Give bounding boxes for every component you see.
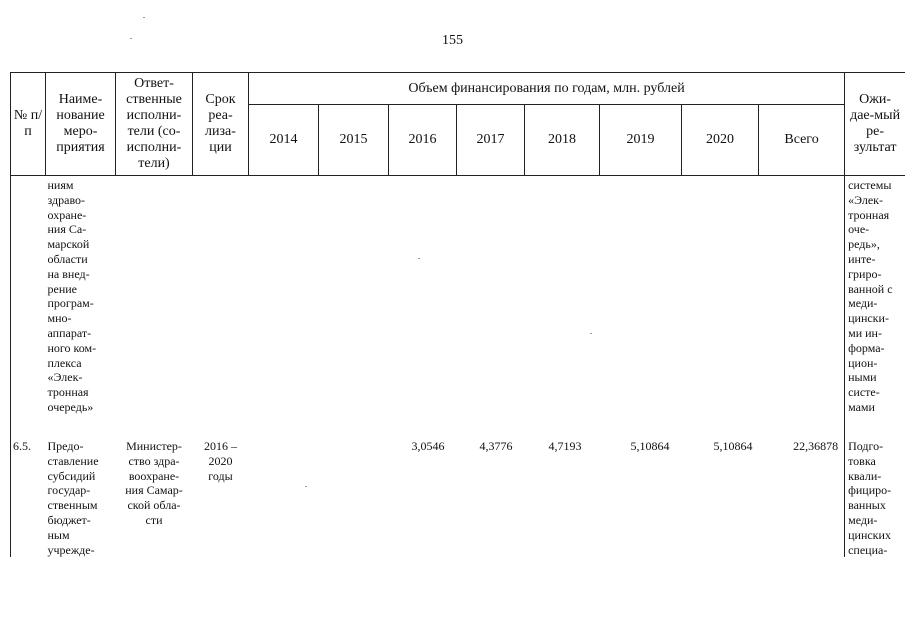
text-line: цинских <box>848 527 891 542</box>
row-6-5-value-total: 22,36878 <box>759 436 845 557</box>
row-6-5-value-2019: 5,10864 <box>630 439 670 453</box>
continued-result-text <box>848 178 903 415</box>
scan-speck <box>305 486 307 487</box>
text-line: учрежде- <box>47 542 95 557</box>
header-financing: Объем финансирования по годам, млн. рублей <box>249 73 845 105</box>
text-line: на внед- <box>47 266 90 281</box>
header-year-2018: 2018 <box>525 105 600 176</box>
text-line: ство здра- <box>128 453 180 468</box>
text-line: ми ин- <box>848 325 882 340</box>
header-year-2020: 2020 <box>682 105 759 176</box>
text-line: тронная <box>47 385 89 400</box>
row-6-5-value-2020: 5,10864 <box>713 439 753 453</box>
row-6-5-value-2016: 3,0546 <box>411 439 445 453</box>
text-line: области <box>47 251 88 266</box>
text-line: редь», <box>848 237 880 252</box>
text-line: ванной с <box>848 281 893 296</box>
text-line: субсидий <box>47 468 96 483</box>
row-6-5-value-2018: 4,7193 <box>548 439 582 453</box>
text-line: рение <box>47 281 77 296</box>
scan-speck <box>143 17 145 18</box>
text-line: аппарат- <box>47 325 92 340</box>
text-line: товка <box>848 453 876 468</box>
text-line: бюджет- <box>47 512 91 527</box>
text-line: меди- <box>848 296 878 311</box>
text-line: ственным <box>47 498 98 513</box>
text-line: марской <box>47 237 90 252</box>
text-line: мно- <box>47 311 72 326</box>
text-line: цински- <box>848 311 889 326</box>
text-line: гриро- <box>848 266 882 281</box>
text-line: Министер- <box>126 439 182 453</box>
text-line: ного ком- <box>47 340 97 355</box>
scan-speck <box>130 38 132 39</box>
header-year-2019: 2019 <box>600 105 682 176</box>
header-year-2015: 2015 <box>319 105 389 176</box>
text-line: охране- <box>47 207 87 222</box>
row-6-5-value-2017: 4,3776 <box>479 439 513 453</box>
text-line: очередь» <box>47 399 94 414</box>
text-line: фициро- <box>848 483 892 498</box>
scan-speck <box>590 333 592 334</box>
header-year-2016: 2016 <box>389 105 457 176</box>
text-line: ными <box>848 370 877 385</box>
header-name: Наиме-нование меро-приятия <box>46 73 116 176</box>
text-line: ской обла- <box>127 498 181 513</box>
text-line: ным <box>47 527 70 542</box>
text-line: програм- <box>47 296 94 311</box>
text-line: «Элек- <box>47 370 83 385</box>
header-num: № п/п <box>11 73 46 176</box>
text-line: 2020 <box>208 453 233 468</box>
row-6-5-result-cell <box>845 436 905 557</box>
text-line: тронная <box>848 207 890 222</box>
row-6-5-name-cell <box>46 436 116 557</box>
text-line: ния Самар- <box>125 483 183 498</box>
text-line: специа- <box>848 542 888 557</box>
row-6-5-value-2015 <box>319 436 389 557</box>
header-period: Срок реа-лиза-ции <box>193 73 249 176</box>
text-line: Предо- <box>47 439 84 453</box>
text-line: государ- <box>47 483 91 498</box>
header-total: Всего <box>759 105 845 176</box>
header-year-2017: 2017 <box>457 105 525 176</box>
text-line: форма- <box>848 340 885 355</box>
text-line: цион- <box>848 355 878 370</box>
text-line: годы <box>208 468 233 483</box>
text-line: ставление <box>47 453 99 468</box>
continued-name-cell <box>46 176 116 437</box>
row-6-5-result-text <box>848 439 903 557</box>
row-6-5-responsible-text <box>118 439 191 528</box>
page-number: 155 <box>442 33 463 48</box>
row-6-5-value-2014 <box>249 436 319 557</box>
financing-table <box>10 72 905 557</box>
table-row-continued <box>11 176 905 437</box>
text-line: ния Са- <box>47 222 87 237</box>
row-6-5-responsible-cell <box>116 436 193 557</box>
row-6-5-name-text <box>48 439 114 557</box>
row-6-5-num: 6.5. <box>11 436 46 557</box>
text-line: воохране- <box>128 468 180 483</box>
text-line: системы <box>848 178 892 192</box>
row-6-5-period-text <box>195 439 247 483</box>
header-result: Ожи-дае-мый ре-зультат <box>845 73 905 176</box>
text-line: Подго- <box>848 439 884 453</box>
text-line: ниям <box>47 178 74 192</box>
header-year-2014: 2014 <box>249 105 319 176</box>
text-line: меди- <box>848 512 878 527</box>
scan-speck <box>418 258 420 259</box>
text-line: сти <box>145 512 163 527</box>
continued-result-cell <box>845 176 905 437</box>
text-line: инте- <box>848 251 876 266</box>
text-line: ванных <box>848 498 886 513</box>
continued-name-text <box>48 178 114 415</box>
text-line: квали- <box>848 468 882 483</box>
text-line: плекса <box>47 355 82 370</box>
text-line: 2016 – <box>204 439 237 453</box>
text-line: «Элек- <box>848 192 883 207</box>
text-line: здраво- <box>47 192 86 207</box>
text-line: оче- <box>848 222 870 237</box>
text-line: мами <box>848 399 875 414</box>
header-responsible: Ответ-ственные исполни-тели (со-исполни-тели) <box>116 73 193 176</box>
table-row-6-5 <box>11 436 905 557</box>
row-6-5-period-cell <box>193 436 249 557</box>
text-line: систе- <box>848 385 880 400</box>
